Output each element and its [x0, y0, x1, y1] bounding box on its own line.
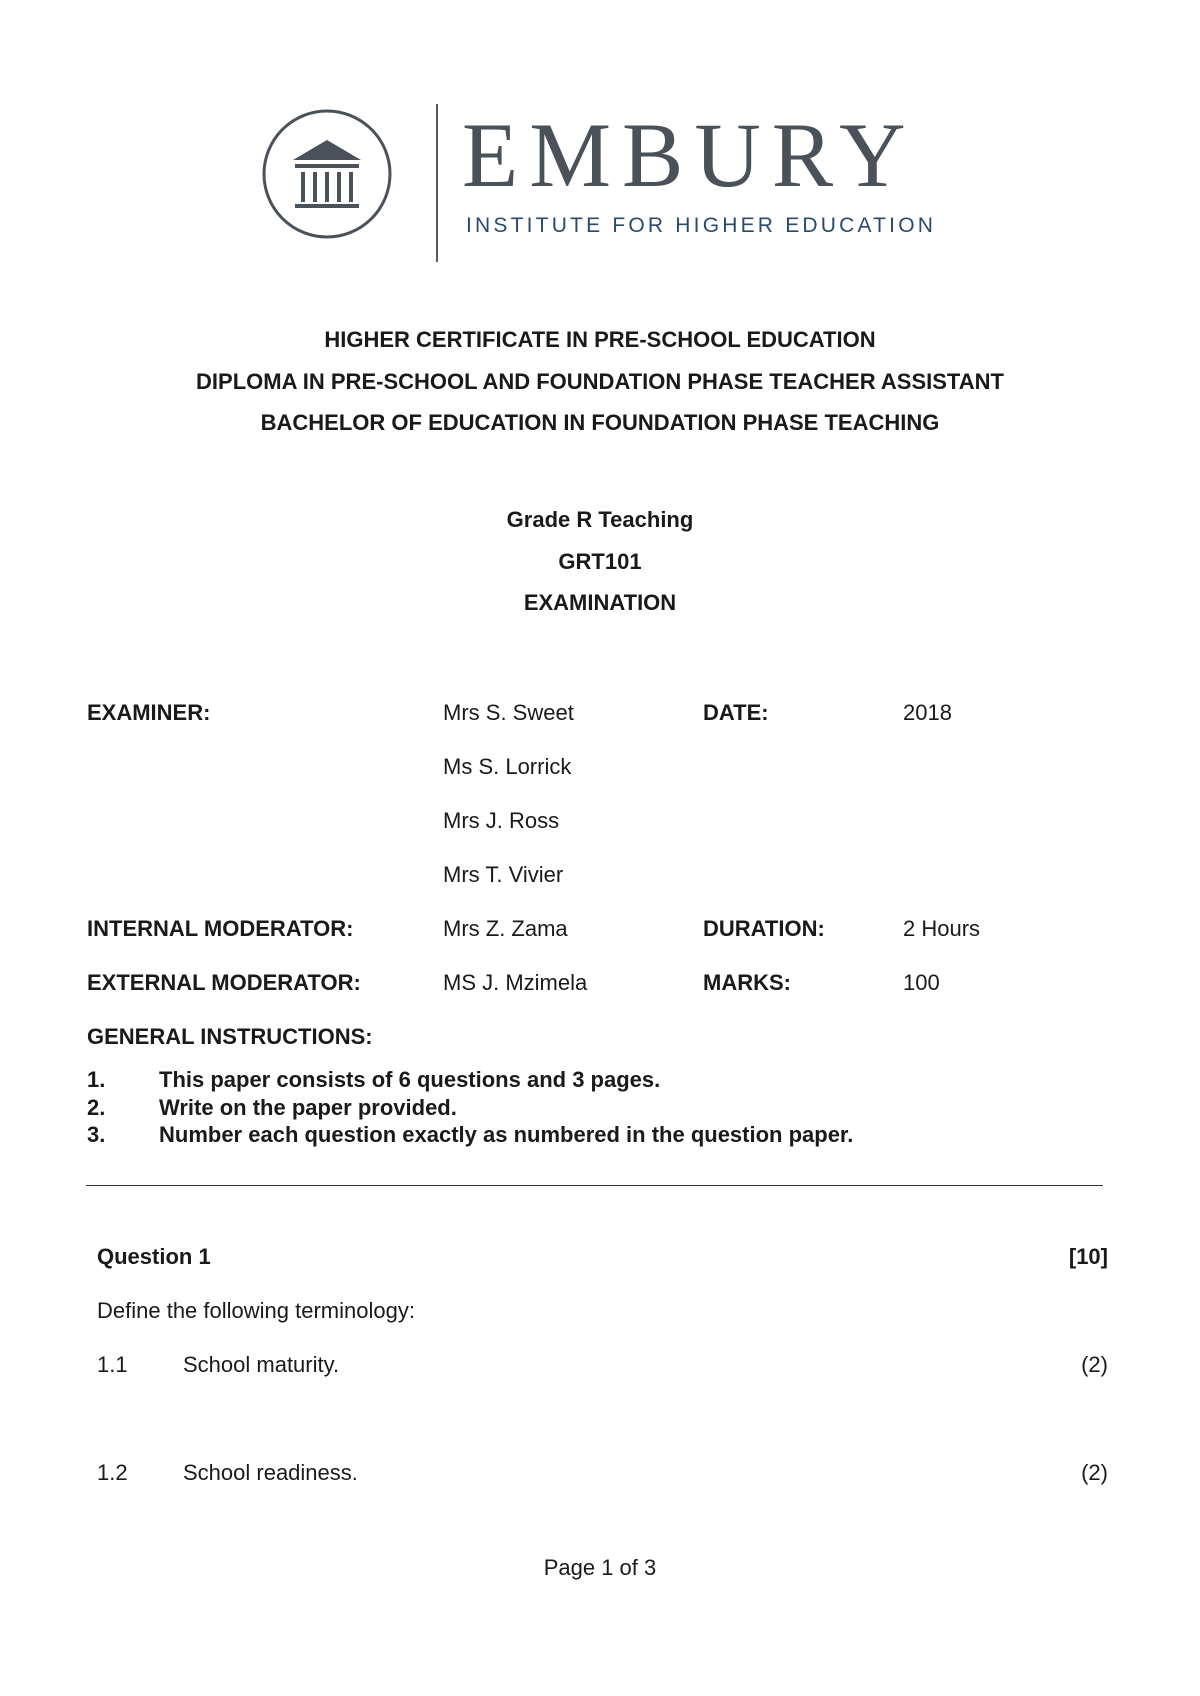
logo-tagline: INSTITUTE FOR HIGHER EDUCATION — [466, 214, 937, 237]
embury-logo — [255, 100, 955, 270]
instruction-item — [87, 1122, 853, 1148]
marks-value: 100 — [903, 970, 940, 995]
subquestion-text: School readiness. — [183, 1460, 358, 1485]
logo-wordmark: EMBURY — [462, 104, 917, 206]
examiner-name: Mrs J. Ross — [443, 808, 560, 833]
question-total-marks: [10] — [1068, 1244, 1108, 1269]
instruction-text: Number each question exactly as numbered in the question paper. — [159, 1122, 854, 1147]
examiner-name: Mrs S. Sweet — [443, 700, 574, 725]
instruction-number: 3. — [87, 1122, 106, 1147]
question-title: Question 1 — [97, 1244, 211, 1269]
logo-divider — [436, 104, 438, 262]
section-divider — [86, 1185, 1103, 1186]
instruction-item — [87, 1095, 457, 1121]
instructions-title: GENERAL INSTRUCTIONS: — [87, 1024, 373, 1049]
examiner-name: Ms S. Lorrick — [443, 754, 572, 779]
duration-label: DURATION: — [703, 916, 825, 941]
subquestion-marks: (2) — [1081, 1460, 1108, 1485]
instruction-text: This paper consists of 6 questions and 3 pages. — [159, 1067, 661, 1092]
external-moderator-label: EXTERNAL MODERATOR: — [87, 970, 361, 995]
exam-type: EXAMINATION — [523, 590, 677, 615]
external-moderator-name: MS J. Mzimela — [443, 970, 588, 995]
programme-title-1: HIGHER CERTIFICATE IN PRE-SCHOOL EDUCATION — [324, 327, 876, 352]
subject-name: Grade R Teaching — [506, 507, 694, 532]
subquestion-number: 1.2 — [97, 1460, 128, 1485]
question-prompt: Define the following terminology: — [97, 1298, 415, 1323]
instruction-item — [87, 1067, 660, 1093]
internal-moderator-label: INTERNAL MODERATOR: — [87, 916, 354, 941]
marks-label: MARKS: — [703, 970, 791, 995]
subject-code: GRT101 — [558, 549, 642, 574]
date-label: DATE: — [703, 700, 769, 725]
building-icon — [261, 108, 393, 240]
instruction-number: 2. — [87, 1095, 106, 1120]
subquestion-marks: (2) — [1081, 1352, 1108, 1377]
subquestion-number: 1.1 — [97, 1352, 128, 1377]
examiner-label: EXAMINER: — [87, 700, 211, 725]
subquestion-text: School maturity. — [183, 1352, 340, 1377]
duration-value: 2 Hours — [903, 916, 981, 941]
page-number: Page 1 of 3 — [543, 1555, 657, 1580]
examiner-name: Mrs T. Vivier — [443, 862, 564, 887]
programme-title-2: DIPLOMA IN PRE-SCHOOL AND FOUNDATION PHASE TEACHER ASSISTANT — [196, 369, 1004, 394]
programme-title-3: BACHELOR OF EDUCATION IN FOUNDATION PHASE TEACHING — [260, 410, 940, 435]
internal-moderator-name: Mrs Z. Zama — [443, 916, 568, 941]
instruction-text: Write on the paper provided. — [159, 1095, 457, 1120]
instruction-number: 1. — [87, 1067, 106, 1092]
date-value: 2018 — [903, 700, 952, 725]
